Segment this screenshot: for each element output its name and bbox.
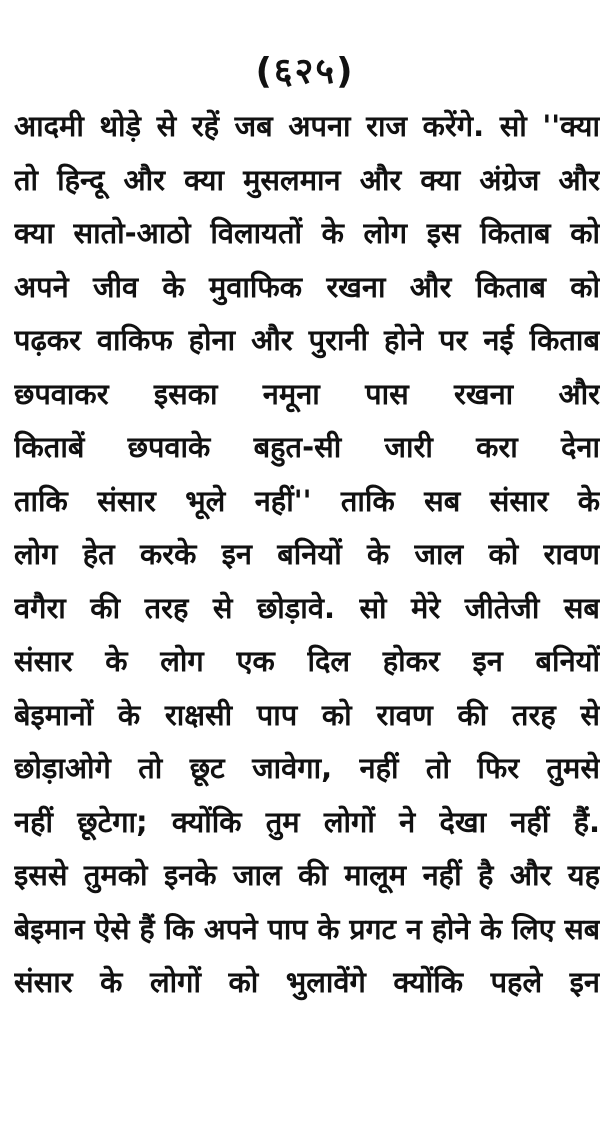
text-line: इससे तुमको इनके जाल की मालूम नहीं है और यह [14,858,600,892]
text-body [14,100,600,1010]
text-line: पढ़कर वाकिफ होना और पुरानी होने पर नई किताब [14,323,600,357]
text-line: संसार के लोगों को भुलावेंगे क्योंकि पहले इन [14,965,600,999]
page-number: (६२५) [255,51,355,92]
text-line: वगैरा की तरह से छोड़ावे. सो मेरे जीतेजी सब [14,590,600,625]
text-line: नहीं छूटेगा; क्योंकि तुम लोगों ने देखा नहीं हैं. [14,804,600,839]
text-line: छपवाकर इसका नमूना पास रखना और [14,376,600,411]
text-line: ताकि संसार भूले नहीं'' ताकि सब संसार के [14,483,600,518]
text-line: लोग हेत करके इन बनियों के जाल को रावण [14,537,600,571]
text-line: तो हिन्दू और क्या मुसलमान और क्या अंग्रेज और [14,162,600,197]
text-line: छोड़ाओगे तो छूट जावेगा, नहीं तो फिर तुमसे [14,751,600,785]
text-line: क्या सातो-आठो विलायतों के लोग इस किताब को [14,216,600,250]
text-line: आदमी थोड़े से रहें जब अपना राज करेंगे. सो ''क्या [14,109,600,143]
text-line: किताबें छपवाके बहुत-सी जारी करा देना [14,430,600,464]
text-line: बेइमान ऐसे हैं कि अपने पाप के प्रगट न होने के लिए सब [14,912,600,946]
text-line: बेइमानों के राक्षसी पाप को रावण की तरह से [14,697,600,732]
text-line: संसार के लोग एक दिल होकर इन बनियों [14,644,600,678]
text-line: अपने जीव के मुवाफिक रखना और किताब को [14,269,600,304]
